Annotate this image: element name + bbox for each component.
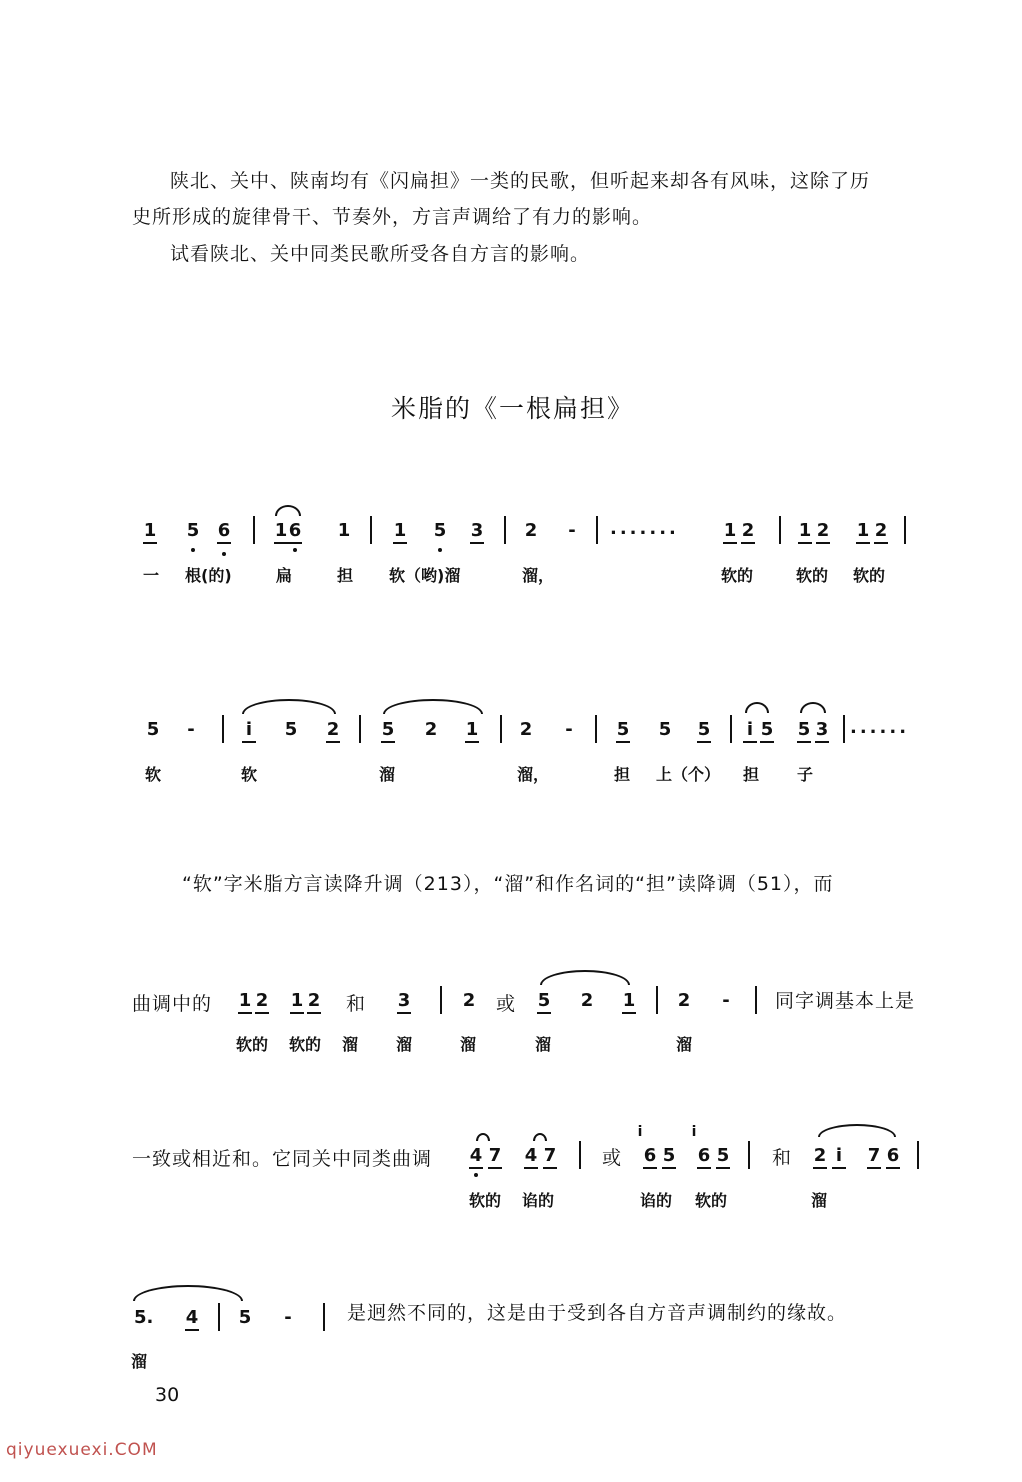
note: 6: [288, 520, 302, 544]
dot-below: [222, 552, 226, 556]
dash: -: [565, 719, 573, 740]
slur: [533, 1133, 547, 1141]
slur: [383, 699, 483, 714]
barline: [917, 1141, 919, 1169]
note: 1: [622, 990, 636, 1014]
lyric: 软: [241, 765, 258, 784]
note: 1: [337, 520, 351, 541]
lyric: 溜: [396, 1035, 413, 1054]
dot-below: [191, 548, 195, 552]
note: 5: [662, 1145, 676, 1169]
note: 1: [290, 990, 304, 1014]
paragraph-2: “软”字米脂方言读降升调（213），“溜”和作名词的“担”读降调（51），而: [182, 873, 834, 895]
note: 4: [469, 1145, 483, 1169]
note: 1: [238, 990, 252, 1014]
note: 5: [284, 719, 298, 740]
barline: [748, 1141, 750, 1169]
note: 6: [643, 1145, 657, 1169]
song-title: 米脂的《一根扁担》: [391, 394, 635, 423]
note: 1: [143, 520, 157, 544]
note: 7: [488, 1145, 502, 1169]
note: 2: [326, 719, 340, 743]
note: 2: [307, 990, 321, 1014]
line-b-he: 和: [772, 1147, 793, 1169]
dash: -: [284, 1307, 292, 1328]
lyric: 软的: [796, 566, 829, 585]
note: 5: [658, 719, 672, 740]
line-a-prefix: 曲调中的: [132, 993, 213, 1015]
lyric: 扁: [276, 566, 293, 585]
barline: [843, 715, 845, 743]
barline: [595, 715, 597, 743]
lyric: 上（个）: [656, 765, 721, 784]
note: 2: [677, 990, 691, 1011]
note: 7: [867, 1145, 881, 1169]
grace-note: i: [637, 1124, 643, 1140]
lyric: 一: [143, 566, 160, 585]
lyric: 溜: [460, 1035, 477, 1054]
watermark: qiyuexuexi.COM: [6, 1440, 158, 1460]
lyric: 软的: [289, 1035, 322, 1054]
note: 5: [537, 990, 551, 1014]
slur: [818, 1124, 896, 1137]
barline: [370, 516, 372, 544]
dash: -: [722, 990, 730, 1011]
note: 5: [797, 719, 811, 743]
lyric: 溜: [811, 1191, 828, 1210]
note: 1: [856, 520, 870, 544]
line-a-huo: 或: [496, 993, 517, 1015]
line-b-prefix: 一致或相近和。它同关中同类曲调: [132, 1148, 433, 1170]
lyric: 担: [337, 566, 354, 585]
note: 2: [524, 520, 538, 541]
slur: [242, 699, 336, 714]
ellipsis: .......: [610, 518, 679, 539]
barline: [656, 986, 658, 1014]
slur: [275, 505, 301, 516]
note: 5.: [134, 1307, 154, 1328]
note: 5: [697, 719, 711, 743]
barline: [222, 715, 224, 743]
barline: [579, 1141, 581, 1169]
note: 5: [433, 520, 447, 541]
ellipsis: ......: [850, 717, 910, 738]
intro-line-3: 试看陕北、关中同类民歌所受各自方言的影响。: [170, 243, 591, 265]
lyric: 软: [145, 765, 162, 784]
lyric: 软的: [469, 1191, 502, 1210]
note: 2: [580, 990, 594, 1011]
lyric: 软的: [853, 566, 886, 585]
line-a-suffix: 同字调基本上是: [775, 990, 916, 1012]
note: 2: [255, 990, 269, 1014]
lyric: 溜: [535, 1035, 552, 1054]
barline: [440, 986, 442, 1014]
note: 2: [813, 1145, 827, 1169]
slur: [800, 702, 826, 713]
note: 1: [465, 719, 479, 743]
note: 1: [274, 520, 288, 544]
barline: [218, 1303, 220, 1331]
lyric: 谄的: [522, 1191, 555, 1210]
intro-line-1: 陕北、关中、陕南均有《闪扁担》一类的民歌，但听起来却各有风味，这除了历: [170, 170, 871, 192]
note: i: [832, 1145, 846, 1169]
note: i: [743, 719, 757, 743]
barline: [904, 516, 906, 544]
note: 1: [723, 520, 737, 544]
note: 5: [186, 520, 200, 541]
lyric: 担: [743, 765, 760, 784]
lyric: 谄的: [640, 1191, 673, 1210]
dot-below: [438, 548, 442, 552]
dash: -: [568, 520, 576, 541]
note: 2: [424, 719, 438, 740]
note: 2: [519, 719, 533, 740]
dot-below: [293, 548, 297, 552]
note: 3: [397, 990, 411, 1014]
line-c-text: 是迥然不同的，这是由于受到各自方音声调制约的缘故。: [347, 1302, 848, 1324]
barline: [596, 516, 598, 544]
note: 2: [741, 520, 755, 544]
barline: [500, 715, 502, 743]
lyric: 溜，: [517, 765, 550, 784]
note: 2: [816, 520, 830, 544]
note: i: [242, 719, 256, 743]
barline: [730, 715, 732, 743]
note: 4: [185, 1307, 199, 1331]
note: 2: [462, 990, 476, 1011]
note: 1: [393, 520, 407, 544]
note: 6: [217, 520, 231, 544]
lyric: 溜，: [522, 566, 555, 585]
note: 1: [798, 520, 812, 544]
lyric: 溜: [131, 1352, 148, 1371]
barline: [323, 1303, 325, 1331]
note: 5: [716, 1145, 730, 1169]
note: 3: [815, 719, 829, 743]
dot-below: [474, 1173, 478, 1177]
lyric: 软的: [721, 566, 754, 585]
lyric: 根(的): [185, 566, 232, 585]
lyric: 软的: [695, 1191, 728, 1210]
lyric: 溜: [676, 1035, 693, 1054]
note: 3: [470, 520, 484, 544]
note: 6: [697, 1145, 711, 1169]
page-number: 30: [155, 1384, 180, 1406]
barline: [504, 516, 506, 544]
barline: [359, 715, 361, 743]
note: 5: [616, 719, 630, 743]
line-b-huo: 或: [602, 1147, 623, 1169]
slur: [745, 702, 769, 713]
slur: [540, 970, 630, 985]
grace-note: i: [691, 1124, 697, 1140]
lyric: 溜: [379, 765, 396, 784]
lyric: 溜: [342, 1035, 359, 1054]
lyric: 担: [614, 765, 631, 784]
barline: [253, 516, 255, 544]
lyric: 软（哟)溜: [389, 566, 461, 585]
barline: [779, 516, 781, 544]
note: 2: [874, 520, 888, 544]
note: 7: [543, 1145, 557, 1169]
note: 4: [524, 1145, 538, 1169]
slur: [476, 1133, 490, 1141]
note: 5: [238, 1307, 252, 1328]
line-a-he: 和: [346, 993, 367, 1015]
note: 5: [146, 719, 160, 740]
slur: [133, 1285, 243, 1301]
barline: [755, 986, 757, 1014]
lyric: 软的: [236, 1035, 269, 1054]
note: 6: [886, 1145, 900, 1169]
note: 5: [760, 719, 774, 743]
dash: -: [187, 719, 195, 740]
intro-line-2: 史所形成的旋律骨干、节奏外，方言声调给了有力的影响。: [132, 206, 653, 228]
note: 5: [381, 719, 395, 743]
lyric: 子: [797, 765, 814, 784]
